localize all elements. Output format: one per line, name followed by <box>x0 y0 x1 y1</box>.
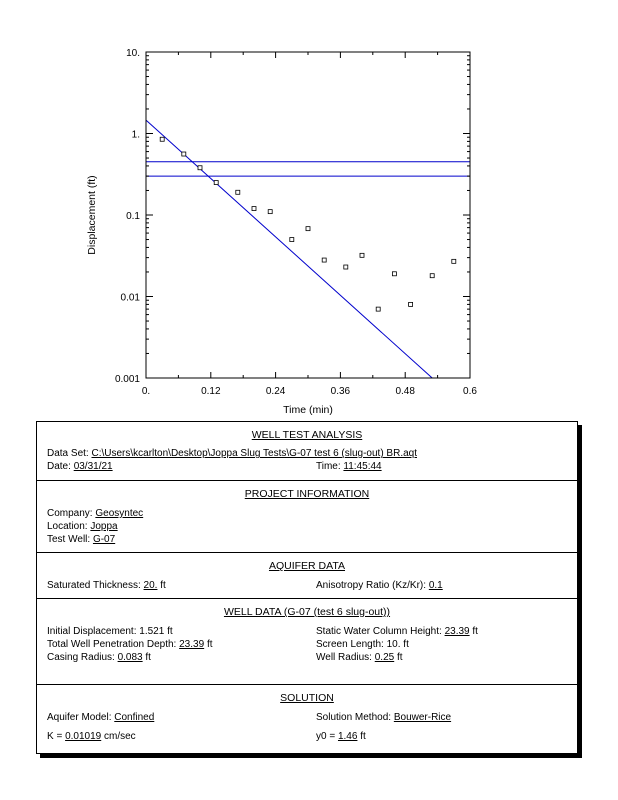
screen-length-label: Screen Length: <box>316 639 384 650</box>
y-tick-label: 0.001 <box>114 374 140 385</box>
y-tick-label: 0.01 <box>120 292 140 304</box>
date-row <box>47 461 113 472</box>
aquifer-model-value: Confined <box>114 712 155 723</box>
data-point <box>344 265 348 269</box>
aquifer-data-title: AQUIFER DATA <box>268 560 346 572</box>
time-row <box>316 461 382 472</box>
y-axis-label: Displacement (ft) <box>86 175 98 255</box>
x-tick-label: 0.6 <box>463 386 477 397</box>
section-aquifer-data <box>37 552 577 599</box>
test-well-label: Test Well: <box>47 534 91 545</box>
data-point <box>306 227 310 231</box>
data-point <box>290 238 294 242</box>
x-tick-label: 0.36 <box>330 386 351 397</box>
total-penetration-label: Total Well Penetration Depth: <box>47 639 177 650</box>
k-row <box>47 731 136 742</box>
date-value: 03/31/21 <box>73 461 113 472</box>
y-tick-label: 10. <box>126 48 140 59</box>
k-label: K <box>47 731 54 742</box>
location-value: Joppa <box>90 521 118 532</box>
static-column-value: 23.39 <box>444 626 470 637</box>
saturated-thickness-unit: ft <box>160 580 166 591</box>
well-radius-unit: ft <box>396 652 403 663</box>
data-point <box>430 274 434 278</box>
plot-frame <box>146 52 470 378</box>
anisotropy-value: 0.1 <box>428 580 443 591</box>
section-project-information <box>37 480 577 553</box>
data-set-row <box>47 448 417 459</box>
well-data-title: WELL DATA (G-07 (test 6 slug-out)) <box>223 606 391 618</box>
data-point <box>268 210 272 214</box>
data-point <box>360 253 364 257</box>
data-point <box>376 307 380 311</box>
company-row <box>47 508 143 519</box>
solution-method-value: Bouwer-Rice <box>393 712 452 723</box>
k-unit: cm/sec <box>104 731 136 742</box>
screen-length-value: 10. ft <box>386 639 409 650</box>
aquifer-model-row <box>47 712 154 723</box>
well-radius-row <box>316 652 403 663</box>
k-equals: = <box>56 731 63 742</box>
well-radius-label: Well Radius: <box>316 652 372 663</box>
solution-method-label: Solution Method: <box>316 712 392 723</box>
y0-unit: ft <box>360 731 366 742</box>
data-point <box>452 259 456 263</box>
section-well-data <box>37 598 577 685</box>
section-solution <box>37 684 577 754</box>
company-value: Geosyntec <box>95 508 144 519</box>
anisotropy-row <box>316 580 443 591</box>
data-point <box>322 258 326 262</box>
well-radius-value: 0.25 <box>374 652 395 663</box>
y-tick-label: 1. <box>131 129 140 141</box>
casing-radius-row <box>47 652 151 663</box>
saturated-thickness-row <box>47 580 166 591</box>
static-column-row <box>316 626 478 637</box>
initial-displacement-label: Initial Displacement: <box>47 626 137 637</box>
date-label: Date: <box>47 461 71 472</box>
project-information-title: PROJECT INFORMATION <box>244 488 370 500</box>
y0-value: 1.46 <box>337 731 358 742</box>
data-point <box>198 166 202 170</box>
solution-method-row <box>316 712 451 723</box>
solution-title: SOLUTION <box>280 692 334 704</box>
data-point <box>236 190 240 194</box>
total-penetration-row <box>47 639 213 650</box>
casing-radius-unit: ft <box>145 652 151 663</box>
x-tick-label: 0.48 <box>395 386 415 397</box>
initial-displacement-row <box>47 626 173 637</box>
data-point <box>409 302 413 306</box>
test-well-row <box>47 534 115 545</box>
static-column-unit: ft <box>472 626 478 637</box>
time-value: 11:45:44 <box>343 461 382 472</box>
screen-length-row <box>316 639 409 650</box>
data-point <box>252 207 256 211</box>
data-set-value: C:\Users\kcarlton\Desktop\Joppa Slug Tests\G-07 test 6 (slug-out) BR.aqt <box>91 448 417 459</box>
fit-line <box>146 120 432 378</box>
x-tick-label: 0. <box>141 386 151 397</box>
total-penetration-value: 23.39 <box>179 639 205 650</box>
initial-displacement-value: 1.521 ft <box>139 626 173 637</box>
y0-row <box>316 731 366 742</box>
x-axis-label: Time (min) <box>283 404 333 416</box>
location-label: Location: <box>47 521 88 532</box>
x-tick-label: 0.24 <box>265 386 286 397</box>
x-tick-label: 0.12 <box>201 386 221 397</box>
casing-radius-label: Casing Radius: <box>47 652 115 663</box>
data-point <box>182 152 186 156</box>
section-well-test-analysis <box>37 422 577 480</box>
total-penetration-unit: ft <box>206 639 213 650</box>
well-test-analysis-title: WELL TEST ANALYSIS <box>251 429 363 441</box>
data-set-label: Data Set: <box>47 448 89 459</box>
test-well-value: G-07 <box>92 534 116 545</box>
y0-label: y0 = <box>316 731 336 742</box>
static-column-label: Static Water Column Height: <box>316 626 442 637</box>
data-point <box>392 272 396 276</box>
casing-radius-value: 0.083 <box>117 652 143 663</box>
saturated-thickness-value: 20. <box>143 580 158 591</box>
y-tick-label: 0.1 <box>126 211 140 222</box>
report-panel <box>36 421 578 754</box>
location-row <box>47 521 118 532</box>
anisotropy-label: Anisotropy Ratio (Kz/Kr): <box>316 580 427 591</box>
data-point <box>160 137 164 141</box>
saturated-thickness-label: Saturated Thickness: <box>47 580 141 591</box>
time-label: Time: <box>316 461 341 472</box>
k-value: 0.01019 <box>65 731 102 742</box>
data-point <box>214 181 218 185</box>
aquifer-model-label: Aquifer Model: <box>47 712 112 723</box>
company-label: Company: <box>47 508 93 519</box>
